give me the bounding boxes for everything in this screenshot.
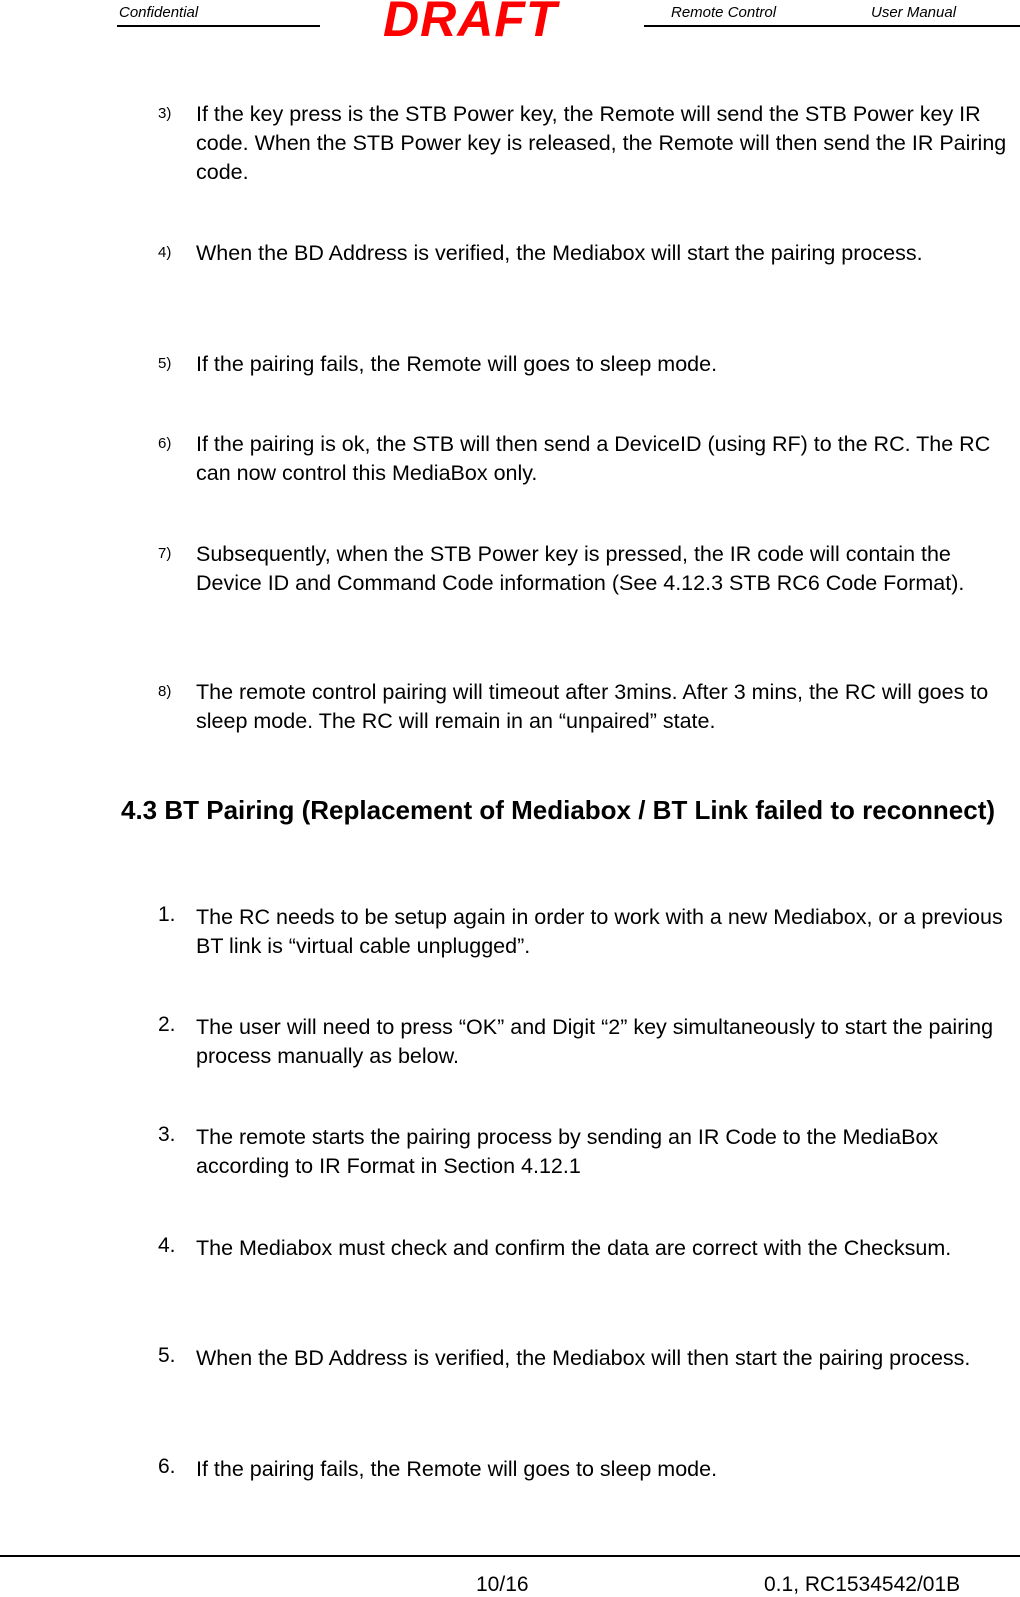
list-item-number: 3. (158, 1123, 176, 1146)
document-reference: 0.1, RC1534542/01B (764, 1573, 961, 1596)
list-item-text: If the pairing is ok, the STB will then send a DeviceID (using RF) to the RC. The RC can now control this MediaBox only. (196, 432, 991, 485)
list-item-number: 6) (158, 435, 172, 452)
list-item (158, 540, 1008, 598)
list-item (158, 1455, 1008, 1484)
list-item-text: The remote control pairing will timeout after 3mins. After 3 mins, the RC will goes to sleep mode. The RC will remain in an “unpaired” state. (196, 680, 989, 733)
list-item-number: 6. (158, 1455, 176, 1478)
section-heading: 4.3 BT Pairing (Replacement of Mediabox / BT Link failed to reconnect) (121, 795, 996, 825)
list-item-text: If the pairing fails, the Remote will goes to sleep mode. (196, 1457, 718, 1481)
list-item-number: 3) (158, 105, 172, 122)
header-rule-right (644, 25, 1020, 27)
list-item-text: The Mediabox must check and confirm the data are correct with the Checksum. (196, 1236, 952, 1260)
list-item (158, 1013, 1008, 1071)
list-item-number: 4. (158, 1234, 176, 1257)
list-item-text: When the BD Address is verified, the Mediabox will start the pairing process. (196, 241, 923, 265)
list-item-number: 5. (158, 1344, 176, 1367)
list-item-number: 8) (158, 683, 172, 700)
list-item-number: 1. (158, 903, 176, 926)
list-item (158, 350, 1008, 379)
list-item-text: Subsequently, when the STB Power key is pressed, the IR code will contain the Device ID and Command Code information (See 4.12.3 STB RC6 Code Format). (196, 542, 965, 595)
page-number: 10/16 (476, 1573, 529, 1596)
list-item (158, 1234, 1008, 1263)
list-item-number: 2. (158, 1013, 176, 1036)
list-item (158, 239, 1008, 268)
header-confidential: Confidential (119, 4, 199, 21)
list-item (158, 1123, 1008, 1181)
header-doc-type: User Manual (871, 4, 957, 21)
list-item-number: 7) (158, 545, 172, 562)
list-item (158, 1344, 1008, 1373)
list-item-number: 5) (158, 355, 172, 372)
list-item (158, 903, 1008, 961)
list-item-text: The user will need to press “OK” and Digit “2” key simultaneously to start the pairing process manually as below. (196, 1015, 994, 1068)
list-item-text: The RC needs to be setup again in order to work with a new Mediabox, or a previous BT link is “virtual cable unplugged”. (196, 905, 1003, 958)
list-item-number: 4) (158, 244, 172, 261)
list-item-text: When the BD Address is verified, the Mediabox will then start the pairing process. (196, 1346, 971, 1370)
header-subject: Remote Control (671, 4, 777, 21)
list-item-text: The remote starts the pairing process by sending an IR Code to the MediaBox according to IR Format in Section 4.12.1 (196, 1125, 939, 1178)
list-item (158, 100, 1008, 187)
list-item (158, 430, 1008, 488)
list-item-text: If the key press is the STB Power key, the Remote will send the STB Power key IR code. When the STB Power key is released, the Remote will then send the IR Pairing code. (196, 102, 1007, 184)
header-rule-left (117, 25, 320, 27)
footer-rule (0, 1555, 1020, 1557)
list-item-text: If the pairing fails, the Remote will goes to sleep mode. (196, 352, 718, 376)
draft-watermark: DRAFT (383, 0, 558, 47)
list-item (158, 678, 1008, 736)
